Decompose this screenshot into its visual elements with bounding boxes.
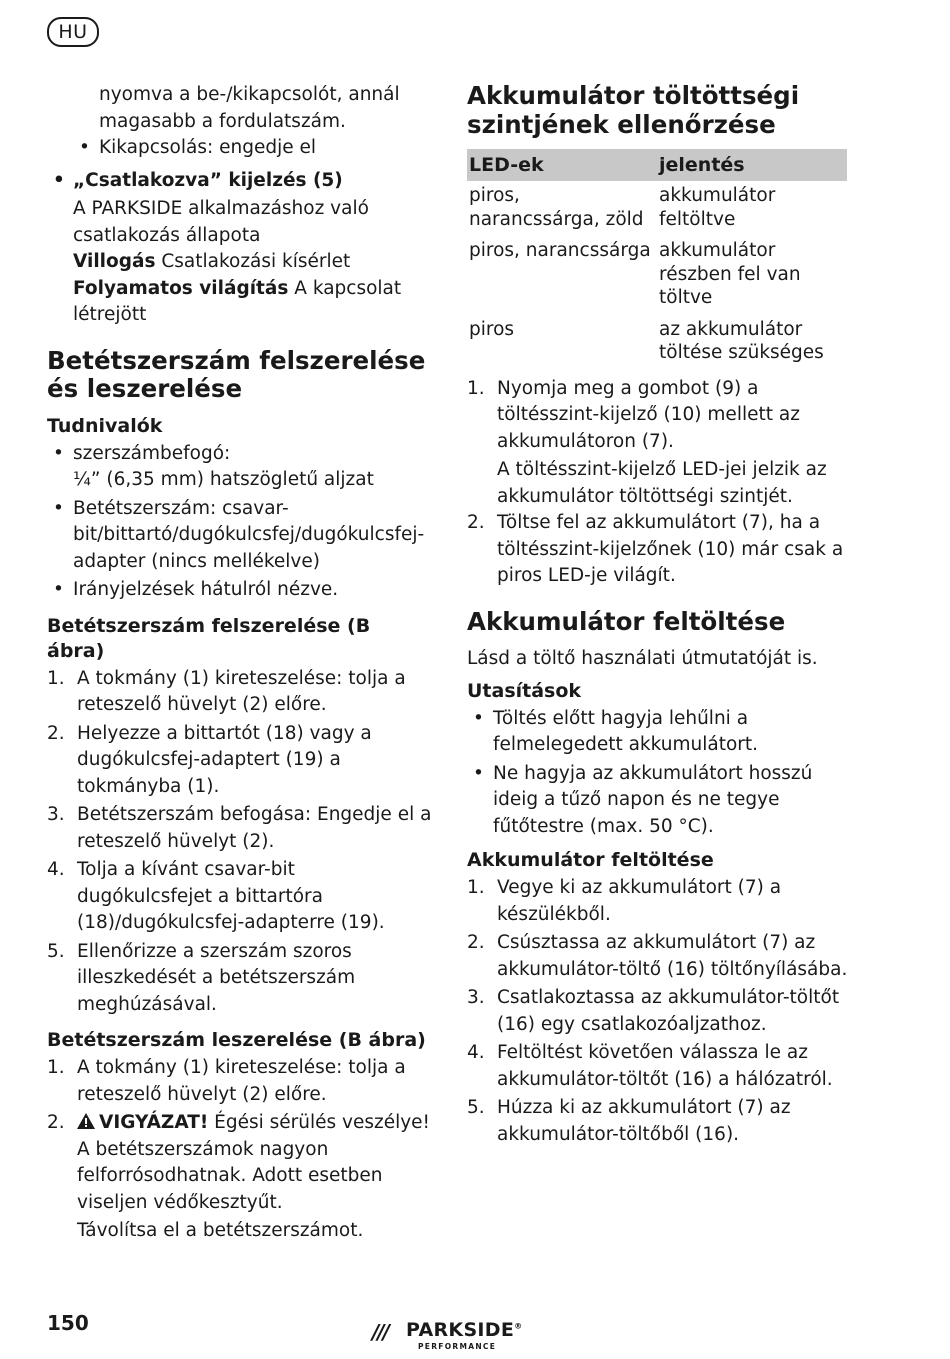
instruction-text: Ne hagyja az akkumulátort hosszú ideig a tűző napon és ne tegye fűtőtestre (max. 50 °C). [493, 762, 813, 837]
check-step-text: Töltse fel az akkumulátort (7), ha a töltésszint-kijelzőnek (10) már csak a piros LED-je világít. [497, 512, 844, 586]
logo-wordmark: PARKSIDE® [406, 1319, 523, 1341]
right-column [467, 82, 849, 1150]
blink-text: Csatlakozási kísérlet [155, 251, 351, 272]
left-column [47, 82, 432, 1245]
check-step: 1. Nyomja meg a gombot (9) a töltésszint-kijelző (10) mellett az akkumulátoron (7). [467, 377, 800, 452]
steady-text: A kapcsolat létrejött [73, 277, 402, 325]
table-cell-led: piros, narancssárga [469, 240, 651, 261]
note-text: ¼” (6,35 mm) hatszögletű aljzat [73, 469, 374, 490]
charge-step: 5. Húzza ki az akkumulátort (7) az akkumulátor-töltőből (16). [467, 1097, 791, 1145]
instruction-item [467, 706, 849, 759]
mount-step: 2. Helyezze a bittartót (18) vagy a dugókulcsfej-adaptert (19) a tokmányba (1). [47, 722, 372, 797]
note-item [47, 577, 432, 604]
section-heading-insert-tool: Betétszerszám felszerelése és leszerelése [47, 345, 426, 403]
connected-indicator-desc: A PARKSIDE alkalmazáshoz való csatlakozás állapota [73, 198, 369, 246]
table-cell-meaning: az akkumulátor töltése szükséges [659, 318, 824, 363]
language-badge: HU [47, 17, 99, 47]
mount-step-text: Tolja a kívánt csavar-bit dugókulcsfejet a bittartóra (18)/dugókulcsfej-adapterre (19). [77, 859, 385, 933]
check-step: 2. Töltse fel az akkumulátort (7), ha a töltésszint-kijelzőnek (10) már csak a piros LED-je világít. [467, 512, 844, 586]
table-header-meaning: jelentés [657, 149, 847, 181]
mount-step-text: Betétszerszám befogása: Engedje el a reteszelő hüvelyt (2). [77, 804, 432, 852]
steady-line [47, 276, 432, 329]
page-number: 150 [47, 1311, 89, 1335]
table-row [467, 315, 847, 370]
charging-intro: Lásd a töltő használati útmutatóját is. [467, 648, 818, 669]
note-item [47, 496, 432, 576]
mount-step-text: Ellenőrizze a szerszám szoros illeszkedését a betétszerszám meghúzásával. [77, 940, 356, 1015]
charge-step: 3. Csatlakoztassa az akkumulátor-töltőt (16) egy csatlakozóaljzathoz. [467, 987, 840, 1035]
logo-subtitle: PERFORMANCE [418, 1342, 497, 1351]
charge-step-text: Csatlakoztassa az akkumulátor-töltőt (16) egy csatlakozóaljzathoz. [497, 987, 840, 1035]
warning-text: Égési sérülés veszélye! A betétszerszámok nagyon felforrósodhatnak. Adott esetben viseljen védőkesztyűt. [77, 1112, 430, 1213]
section-heading-charge-check: Akkumulátor töltöttségi szintjének ellenőrzése [467, 81, 800, 139]
intro-line: magasabb a fordulatszám. [99, 110, 346, 132]
section-heading-charging: Akkumulátor feltöltése [467, 606, 786, 636]
unmount-remove: Távolítsa el a betétszerszámot. [77, 1220, 364, 1241]
parkside-logo [372, 1318, 532, 1354]
charge-step: 4. Feltöltést követően válassza le az akkumulátor-töltőt (16) a hálózatról. [467, 1042, 833, 1090]
charge-step: 1. Vegye ki az akkumulátort (7) a készülékből. [467, 877, 782, 925]
subheading-instructions: Utasítások [467, 679, 582, 702]
note-item [47, 441, 432, 494]
mount-step: 5. Ellenőrizze a szerszám szoros illeszkedését a betétszerszám meghúzásával. [47, 940, 356, 1015]
charge-step-text: Csúsztassa az akkumulátort (7) az akkumulátor-töltő (16) töltőnyílásába. [497, 932, 848, 980]
mount-step: 4. Tolja a kívánt csavar-bit dugókulcsfejet a bittartóra (18)/dugókulcsfej-adapterre (19). [47, 859, 385, 933]
subheading-charging: Akkumulátor feltöltése [467, 849, 714, 871]
charge-step-text: Vegye ki az akkumulátort (7) a készülékből. [497, 877, 782, 925]
mount-step-text: Helyezze a bittartót (18) vagy a dugókulcsfej-adaptert (19) a tokmányba (1). [77, 722, 372, 797]
table-header-row [467, 149, 847, 181]
led-table [467, 149, 847, 370]
check-step-note: A töltésszint-kijelző LED-jei jelzik az akkumulátor töltöttségi szintjét. [497, 459, 827, 507]
intro-line: nyomva a be-/kikapcsolót, annál [99, 84, 400, 105]
unmount-step: 1. A tokmány (1) kireteszelése: tolja a reteszelő hüvelyt (2) előre. [47, 1057, 406, 1105]
mount-step: 3. Betétszerszám befogása: Engedje el a reteszelő hüvelyt (2). [47, 804, 432, 852]
note-text: Irányjelzések hátulról nézve. [73, 579, 339, 600]
table-row [467, 236, 847, 315]
warning-icon [77, 1113, 95, 1129]
sub-bullet [73, 135, 432, 162]
table-row [467, 181, 847, 236]
connected-indicator-item [47, 168, 432, 195]
unmount-step-text: A tokmány (1) kireteszelése: tolja a reteszelő hüvelyt (2) előre. [77, 1057, 406, 1105]
blink-label: Villogás [73, 251, 156, 272]
subheading-unmount: Betétszerszám leszerelése (B ábra) [47, 1029, 426, 1051]
mount-step: 1. A tokmány (1) kireteszelése: tolja a reteszelő hüvelyt (2) előre. [47, 667, 406, 715]
table-cell-led: piros [469, 318, 515, 340]
table-cell-meaning: akkumulátor feltöltve [659, 185, 776, 230]
warning-label: VIGYÁZAT! [99, 1112, 209, 1133]
charge-step-text: Feltöltést követően válassza le az akkumulátor-töltőt (16) a hálózatról. [497, 1042, 833, 1090]
charge-step-text: Húzza ki az akkumulátort (7) az akkumulátor-töltőből (16). [497, 1097, 791, 1145]
table-cell-meaning: akkumulátor részben fel van töltve [659, 240, 801, 308]
table-cell-led: piros, narancssárga, zöld [469, 185, 644, 230]
subheading-mount: Betétszerszám felszerelése (B ábra) [47, 614, 371, 662]
charge-step: 2. Csúsztassa az akkumulátort (7) az akkumulátor-töltő (16) töltőnyílásába. [467, 932, 848, 980]
note-text: • szerszámbefogó: [73, 442, 231, 464]
logo-slashes: /// [372, 1320, 388, 1344]
subheading-notes: Tudnivalók [47, 414, 163, 437]
table-header-led: LED-ek [467, 149, 657, 181]
blink-line [47, 249, 432, 276]
note-text: Betétszerszám: csavar-bit/bittartó/dugókulcsfej/dugókulcsfej-adapter (nincs mellékelve) [73, 497, 425, 572]
sub-bullet-text: Kikapcsolás: engedje el [99, 137, 316, 158]
mount-step-text: A tokmány (1) kireteszelése: tolja a reteszelő hüvelyt (2) előre. [77, 667, 406, 715]
instruction-item [467, 761, 849, 841]
steady-label: Folyamatos világítás [73, 277, 289, 299]
instruction-text: Töltés előtt hagyja lehűlni a felmelegedett akkumulátort. [493, 707, 759, 755]
check-step-text: Nyomja meg a gombot (9) a töltésszint-kijelző (10) mellett az akkumulátoron (7). [497, 377, 800, 452]
connected-indicator-title: „Csatlakozva” kijelzés (5) [73, 169, 343, 191]
unmount-step: 2. VIGYÁZAT! Égési sérülés veszélye! A betétszerszámok nagyon felforrósodhatnak. Adott esetben viseljen védőkesztyűt. [47, 1112, 430, 1213]
